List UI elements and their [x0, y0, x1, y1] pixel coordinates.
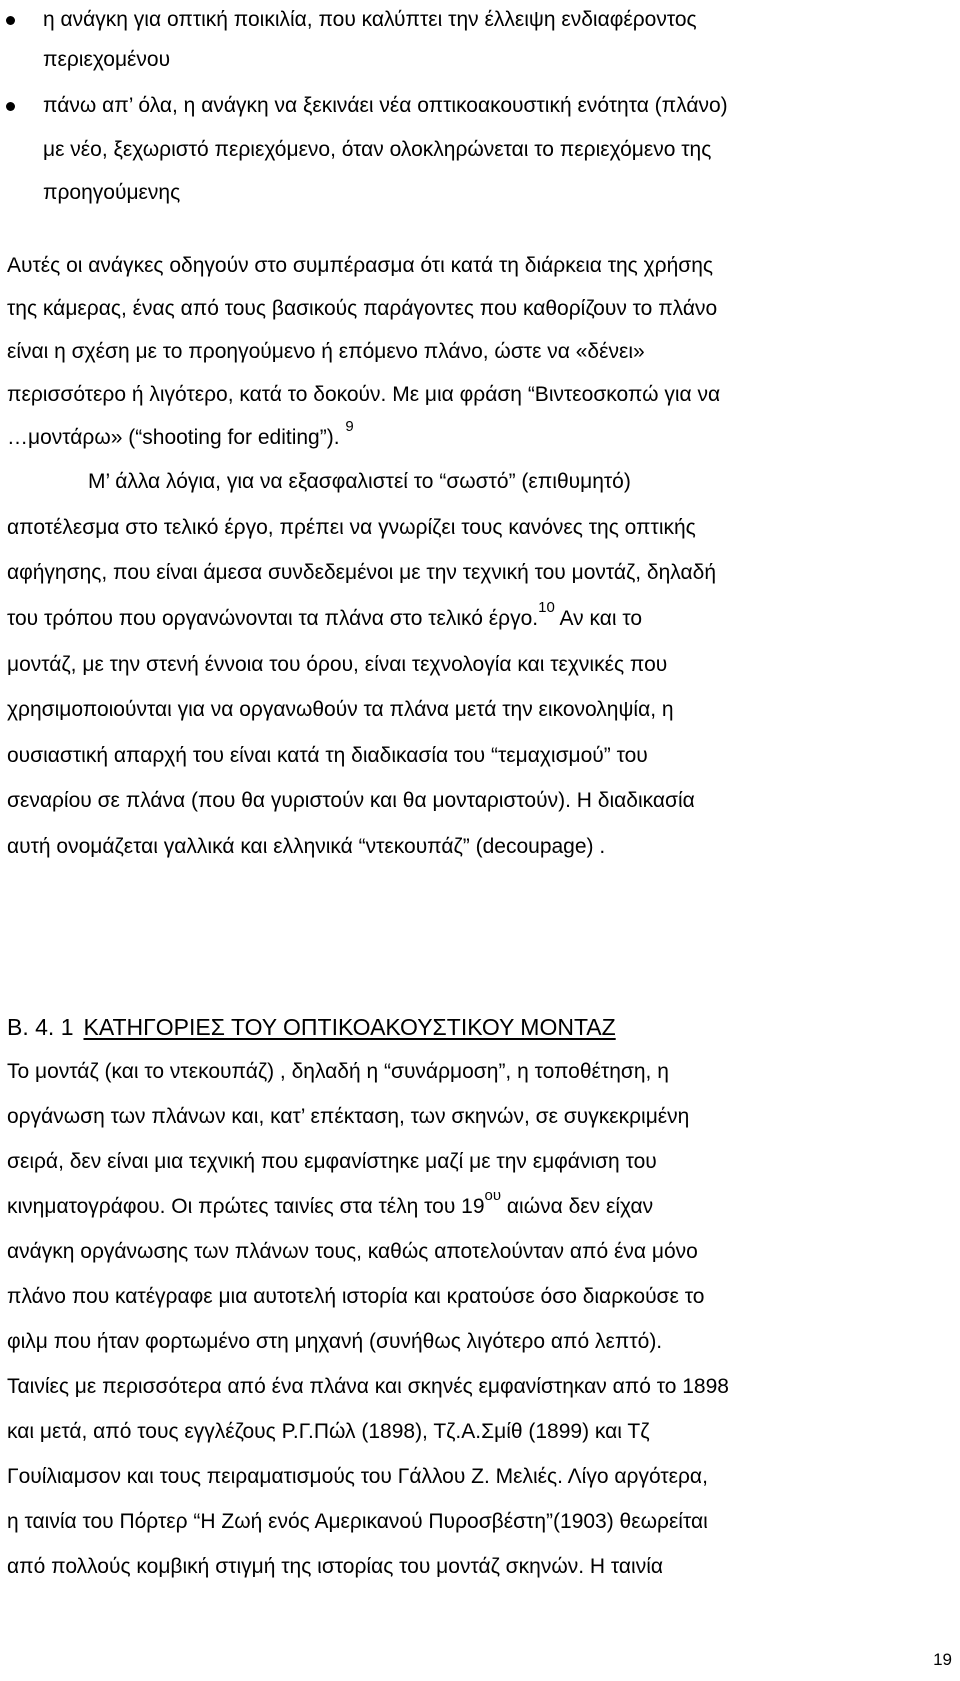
- paragraph-line: οργάνωση των πλάνων και, κατ’ επέκταση, των σκηνών, σε συγκεκριμένη: [7, 1105, 690, 1128]
- paragraph-line: μοντάζ, με την στενή έννοια του όρου, είναι τεχνολογία και τεχνικές που: [7, 653, 668, 676]
- bullet-line: προηγούμενης: [43, 181, 181, 204]
- paragraph-text: αιώνα δεν είχαν: [501, 1195, 654, 1218]
- paragraph-text: κινηματογράφου. Οι πρώτες ταινίες στα τέλη του 19: [7, 1195, 485, 1218]
- paragraph-line: και μετά, από τους εγγλέζους Ρ.Γ.Πώλ (1898), Τζ.Α.Σμίθ (1899) και Τζ: [7, 1420, 650, 1443]
- paragraph-line: Ταινίες με περισσότερα από ένα πλάνα και σκηνές εμφανίστηκαν από το 1898: [7, 1375, 729, 1398]
- superscript: ου: [484, 1187, 502, 1204]
- footnote-ref: 9: [345, 418, 354, 435]
- paragraph-line: πλάνο που κατέγραφε μια αυτοτελή ιστορία και κρατούσε όσο διαρκούσε το: [7, 1285, 705, 1308]
- paragraph-line: ουσιαστική απαρχή του είναι κατά τη διαδικασία του “τεμαχισμού” του: [7, 744, 648, 767]
- section-title: ΚΑΤΗΓΟΡΙΕΣ ΤΟΥ ΟΠΤΙΚΟΑΚΟΥΣΤΙΚΟΥ ΜΟΝΤΑΖ: [83, 1014, 616, 1040]
- paragraph-line: αυτή ονομάζεται γαλλικά και ελληνικά “ντεκουπάζ” (decoupage) .: [7, 835, 606, 858]
- section-number: Β. 4. 1: [7, 1014, 74, 1040]
- paragraph-text: του τρόπου που οργανώνονται τα πλάνα στο τελικό έργο.: [7, 607, 539, 630]
- paragraph-line: [7, 418, 354, 453]
- paragraph-line: είναι η σχέση με το προηγούμενο ή επόμενο πλάνο, ώστε να «δένει»: [7, 340, 645, 363]
- paragraph-line: περισσότερο ή λιγότερο, κατά το δοκούν. Με μια φράση “Βιντεοσκοπώ για να: [7, 383, 721, 406]
- paragraph-line: Αυτές οι ανάγκες οδηγούν στο συμπέρασμα ότι κατά τη διάρκεια της χρήσης: [7, 254, 714, 277]
- paragraph-line: η ταινία του Πόρτερ “Η Ζωή ενός Αμερικανού Πυροσβέστη”(1903) θεωρείται: [7, 1510, 708, 1533]
- paragraph-line: Μ’ άλλα λόγια, για να εξασφαλιστεί το “σωστό” (επιθυμητό): [88, 470, 631, 493]
- paragraph-line: Το μοντάζ (και το ντεκουπάζ) , δηλαδή η “συνάρμοση”, η τοποθέτηση, η: [7, 1060, 669, 1083]
- paragraph-text: Αν και το: [554, 607, 643, 630]
- paragraph-line: χρησιμοποιούνται για να οργανωθούν τα πλάνα μετά την εικονοληψία, η: [7, 698, 674, 721]
- paragraph-text: …μοντάρω» (“shooting for editing”).: [7, 426, 340, 449]
- paragraph-line: της κάμερας, ένας από τους βασικούς παράγοντες που καθορίζουν το πλάνο: [7, 297, 718, 320]
- bullet-line: με νέο, ξεχωριστό περιεχόμενο, όταν ολοκληρώνεται το περιεχόμενο της: [43, 138, 712, 161]
- paragraph-line: [7, 599, 643, 634]
- paragraph-line: [7, 1187, 654, 1222]
- footnote-ref: 10: [538, 599, 555, 616]
- section-heading: [7, 1013, 616, 1041]
- paragraph-line: από πολλούς κομβική στιγμή της ιστορίας του μοντάζ σκηνών. Η ταινία: [7, 1555, 663, 1578]
- bullet-marker: [6, 102, 15, 111]
- paragraph-line: Γουίλιαμσον και τους πειραματισμούς του Γάλλου Ζ. Μελιές. Λίγο αργότερα,: [7, 1465, 708, 1488]
- paragraph-line: φιλμ που ήταν φορτωμένο στη μηχανή (συνήθως λιγότερο από λεπτό).: [7, 1330, 663, 1353]
- paragraph-line: αφήγησης, που είναι άμεσα συνδεδεμένοι με την τεχνική του μοντάζ, δηλαδή: [7, 561, 716, 584]
- paragraph-line: σειρά, δεν είναι μια τεχνική που εμφανίστηκε μαζί με την εμφάνιση του: [7, 1150, 657, 1173]
- paragraph-line: ανάγκη οργάνωσης των πλάνων τους, καθώς αποτελούνταν από ένα μόνο: [7, 1240, 698, 1263]
- bullet-line: η ανάγκη για οπτική ποικιλία, που καλύπτει την έλλειψη ενδιαφέροντος: [43, 8, 697, 31]
- bullet-line: περιεχομένου: [43, 48, 171, 71]
- page-number: 19: [933, 1650, 952, 1669]
- paragraph-line: σεναρίου σε πλάνα (που θα γυριστούν και θα μονταριστούν). Η διαδικασία: [7, 789, 695, 812]
- bullet-line: πάνω απ’ όλα, η ανάγκη να ξεκινάει νέα οπτικοακουστική ενότητα (πλάνο): [43, 94, 728, 117]
- paragraph-line: αποτέλεσμα στο τελικό έργο, πρέπει να γνωρίζει τους κανόνες της οπτικής: [7, 516, 696, 539]
- bullet-marker: [6, 16, 15, 25]
